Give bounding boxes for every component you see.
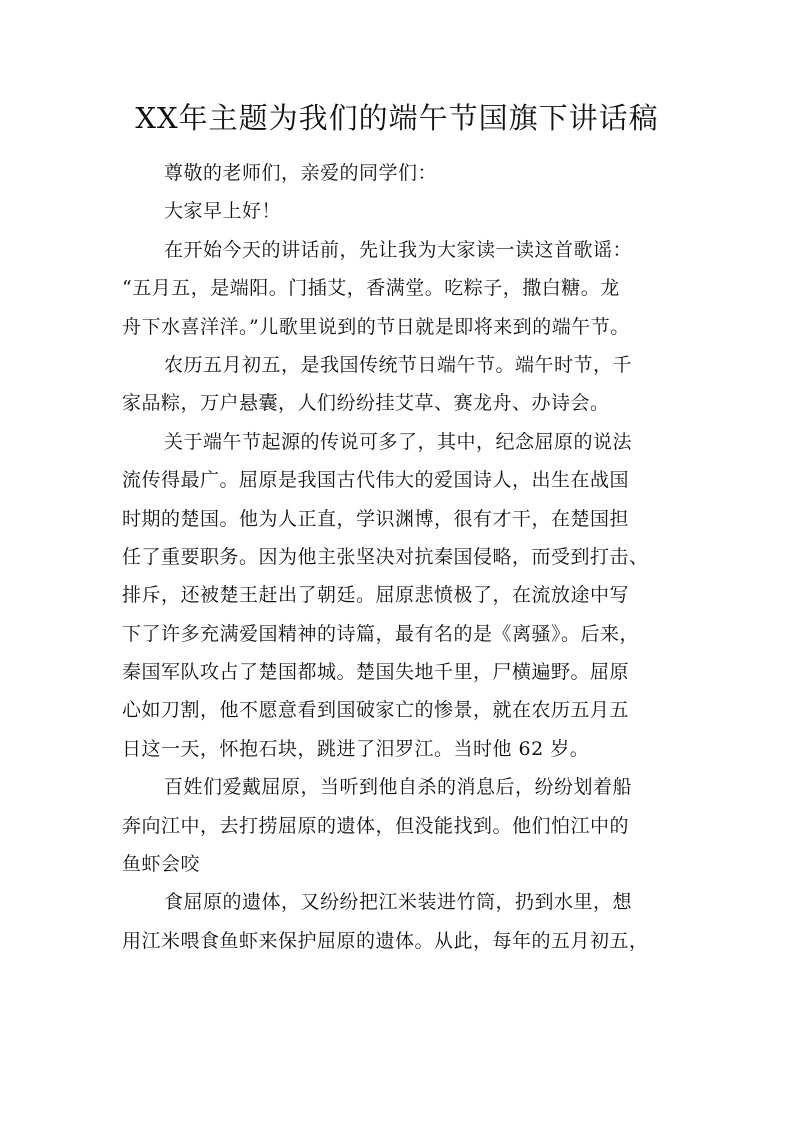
text-line: 家品粽，万户悬囊，人们纷纷挂艾草、赛龙舟、办诗会。 — [122, 392, 610, 415]
text-line: 关于端午节起源的传说可多了，其中，纪念屈原的说法 — [164, 430, 633, 453]
text-line: 任了重要职务。因为他主张坚决对抗秦国侵略，而受到打击、 — [122, 545, 649, 568]
text-line: “五月五，是端阳。门插艾，香满堂。吃粽子，撒白糖。龙 — [122, 277, 620, 300]
text-line: 流传得最广。屈原是我国古代伟大的爱国诗人，出生在战国 — [122, 469, 630, 492]
text-line: 下了许多充满爱国精神的诗篇，最有名的是《离骚》。后来， — [122, 622, 640, 645]
document-body — [122, 154, 682, 960]
text-line: 用江米喂食鱼虾来保护屈原的遗体。从此，每年的五月初五， — [122, 929, 649, 952]
text-line: 大家早上好！ — [164, 200, 282, 223]
text-line: 鱼虾会咬 — [122, 853, 201, 876]
text-line: 在开始今天的讲话前，先让我为大家读一读这首歌谣： — [164, 238, 633, 261]
text-line: 排斥，还被楚王赶出了朝廷。屈原悲愤极了，在流放途中写 — [122, 584, 630, 607]
text-line: 时期的楚国。他为人正直，学识渊博，很有才干，在楚国担 — [122, 507, 630, 530]
text-line: 秦国军队攻占了楚国都城。楚国失地千里，尸横遍野。屈原 — [122, 661, 630, 684]
page-title: XX年主题为我们的端午节国旗下讲话稿 — [135, 101, 659, 135]
text-line: 农历五月初五，是我国传统节日端午节。端午时节，千 — [164, 353, 633, 376]
text-line: 心如刀割，他不愿意看到国破家亡的惨景，就在农历五月五 — [122, 699, 630, 722]
text-line: 日这一天，怀抱石块，跳进了汨罗江。当时他 62 岁。 — [122, 737, 590, 760]
text-line: 舟下水喜洋洋。”儿歌里说到的节日就是即将来到的端午节。 — [122, 315, 630, 338]
text-line: 尊敬的老师们，亲爱的同学们： — [164, 162, 438, 184]
text-line: 奔向江中，去打捞屈原的遗体，但没能找到。他们怕江中的 — [122, 814, 630, 837]
text-line: 食屈原的遗体，又纷纷把江米装进竹筒，扔到水里，想 — [164, 891, 633, 914]
text-line: 百姓们爱戴屈原，当听到他自杀的消息后，纷纷划着船 — [164, 776, 633, 799]
